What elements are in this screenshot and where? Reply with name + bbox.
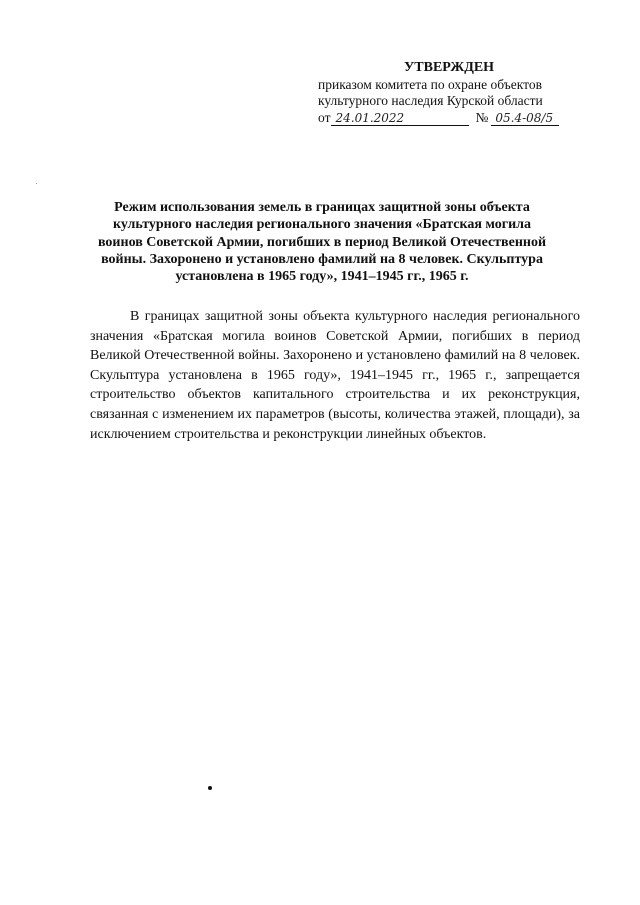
body-paragraph: В границах защитной зоны объекта культурного наследия регионального значения «Братская могила воинов Советской Армии, погибших в период Великой Отечественной войны. Захоронено и установлено фамилий на 8 человек. Скульптура установлена в 1965 году», 1941–1945 гг., 1965 г., запрещается строительство объектов капитального строительства и их реконструкция, связанная с изменением их параметров (высоты, количества этажей, площади), за исключением строительства и реконструкции линейных объектов. — [90, 309, 580, 442]
date-prefix: от — [318, 110, 331, 125]
scan-speck — [36, 183, 37, 184]
number-prefix: № — [475, 110, 489, 125]
approval-heading: УТВЕРЖДЕН — [404, 60, 495, 75]
handwritten-date: 24.01.2022 — [331, 111, 469, 126]
approval-line-1: приказом комитета по охране объектов — [318, 77, 542, 92]
approval-block — [318, 60, 588, 126]
handwritten-order-number: 05.4-08/5 — [491, 111, 559, 126]
document-title: Режим использования земель в границах защитной зоны объекта культурного наследия регионального значения «Братская могила воинов Советской Армии, погибших в период Великой Отечественной войны. Захоронено и установлено фамилий на 8 человек. Скульптура установлена в 1965 году», 1941–1945 гг., 1965 г. — [97, 200, 547, 285]
approval-line-2: культурного наследия Курской области — [318, 93, 543, 108]
ink-dot — [208, 786, 212, 790]
order-date-number-line — [318, 110, 588, 126]
